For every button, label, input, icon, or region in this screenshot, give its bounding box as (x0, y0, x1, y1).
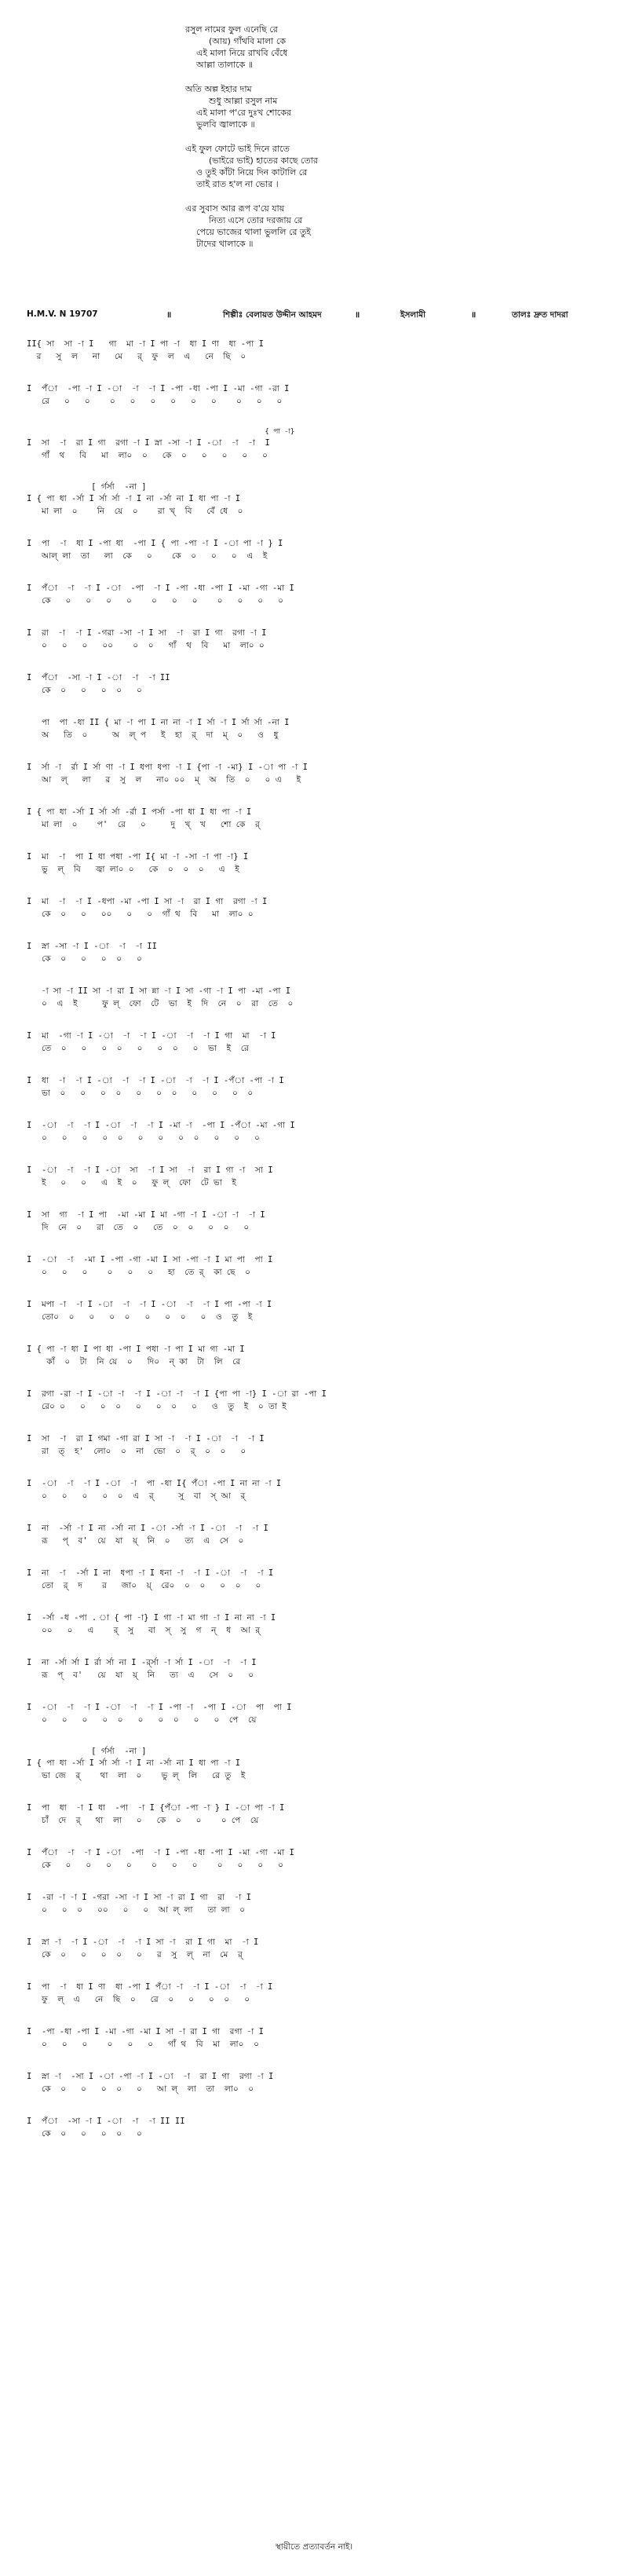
notation-swara-row: -া সা -া II সা -া রা I সা ন্না -া I সা -গা -া I পা -মা -পা I (27, 986, 291, 996)
notation-lyric-row: কে ০ ০ ০ ০ ০ র সু ল্ না মে র্ (27, 1950, 243, 1959)
notation-lyric-row: দি নে ০ রা তে ০ তে ০ ০ ০ ০ ০ (27, 1223, 250, 1232)
notation-block (27, 338, 609, 363)
genre: ইসলামী (400, 310, 426, 320)
notation-block (27, 1253, 609, 1279)
notation-swara-row: I { পা ধা -র্সা I র্সা র্সা -া I না -র্সা না I ধা পা -া I (27, 494, 241, 503)
notation-lyric-row: ০ ০ ০ ০ ০ ০ ০ ০ ০ ০ ০ ০ (27, 1133, 260, 1143)
notation-swara-row: I স্না -া -সা I -া -পা -া I -া -া রা I গা রগা -া I (27, 2072, 274, 2081)
notation-block (27, 806, 609, 831)
lyric-line: এই ফুল ফোটে ভাই দিনে রাতে (185, 144, 290, 154)
notation-block (27, 2025, 609, 2051)
notation-block (27, 1656, 609, 1681)
notation-block (27, 1936, 609, 1961)
lyric-line: টাদের থালাকে ॥ (196, 239, 254, 249)
notation-swara-row: I পঁা -া -া I -া -পা -া I -পা -ধা -পা I -মা -গা -মা I (27, 584, 294, 593)
notation-block (27, 1567, 609, 1592)
notation-lyric-row: মা লা ০ প' রে ০ দু খ্ খ শো কে র্ (27, 820, 260, 829)
notation-lyric-row: কে ০ ০ ০০ ০ ০ গাঁ থ বি মা লা০ ০ (27, 909, 254, 919)
notation-block (27, 627, 609, 652)
notation-lyric-row: তো র্ দ র জা০ য়্ রে০ ০ ০ ০ ০ ০ (27, 1581, 261, 1590)
notation-lyric-row: কে ০ ০ ০ ০ ০ ০ ০ ০ ০ ০ ০ (27, 596, 283, 606)
notation-lyric-row: ভা জে র্ থা লা ০ ভু ল্ লি রে তু ই (27, 1771, 246, 1780)
notation-swara-row: I -া -া -া I -া -া -া I -পা -া -পা I -া পা পা I (27, 1703, 292, 1712)
notation-lyric-row: কে ০ ০ ০ ০ ০ (27, 954, 142, 964)
notation-swara-row: I -র্সা -ধ -পা . া { পা -া} I গা -া মা গা -া I না না -া I (27, 1613, 276, 1623)
notation-swara-row: I মপা -া -া I -া -া -া I -া -া -া I পা -পা -া I (27, 1300, 272, 1309)
notation-lyric-row: আল্ লা তা লা কে ০ কে ০ ০ ০ এ ই (27, 551, 268, 561)
notation-block (27, 2070, 609, 2095)
notation-lyric-row: চাঁ দে র্ থা লা ০ কে ০ ০ ০ পে য়ে (27, 1816, 259, 1825)
notation-lyric-row: মা লা ০ নি য়ে ০ রা খ্ বি বেঁ ধে ০ (27, 507, 243, 516)
notation-block (27, 761, 609, 786)
notation-lyric-row: তো০ ০ ০ ০ ০ ০ ০ ০ ০ ও তু ই (27, 1312, 253, 1322)
notation-block (27, 481, 609, 518)
notation-lyric-row: রূ প্ ব' য়ে যা য়্ নি ত্য এ সে ০ ০ (27, 1670, 254, 1680)
notation-swara-row: I স্না -া -া I -া -া -া I সা -া রা I গা মা -া I (27, 1937, 259, 1947)
notation-block (27, 985, 609, 1010)
notation-section-mark: [ র্গর্সা -না ] (27, 482, 147, 492)
notation-swara-row: I -পা -ধা -পা I -মা -গা -মা I সা -া রা I গা রগা -া I (27, 2027, 264, 2036)
notation-swara-row: I না -র্সা -া I না -র্সা না I -া -র্সা -া I -া -া -া I (27, 1524, 268, 1533)
notation-block (27, 1119, 609, 1144)
notation-swara-row: I সা -া রা I গা রগা -া I স্না -সা -া I -া -া -া I (27, 438, 270, 448)
header-separator: ॥ (355, 310, 360, 320)
notation-lyric-row: ০ এ ই ফু ল্ ফো টে ভা ই দি নে ০ রা তে ০ (27, 999, 294, 1008)
notation-swara-row: I -া -া -া I -া -া পা -ধা I{ পঁা -পা I না না -া I (27, 1479, 282, 1488)
artist-name: শিল্পীঃ বেলায়ত উদ্দীন আহমদ (223, 310, 322, 320)
lyric-line: রসুল নামের ফুল এনেছি রে (185, 24, 278, 35)
notation-lyric-row: ০ ০ ০ ০ ০ ০ গাঁ থ বি মা লা০ ০ (27, 2040, 259, 2049)
lyric-line: অতি অল্প ইহার দাম (185, 84, 252, 94)
notation-lyric-row: কে ০ ০ ০ ০ ০ ০ ০ ০ ০ ০ ০ (27, 1861, 283, 1870)
notation-block (27, 895, 609, 920)
notation-block (27, 1164, 609, 1189)
lyric-line: (আয়) গাঁথবি মালা কে (209, 36, 287, 46)
notation-block (27, 851, 609, 876)
notation-block (27, 1298, 609, 1323)
notation-block (27, 1477, 609, 1502)
lyrics-stanza (185, 24, 499, 71)
notation-lyric-row: ফু ল্ এ নে ছি ০ রে ০ ০ ০ ০ ০ (27, 1995, 250, 2004)
notation-swara-row: I না -া -র্সা I না ধপা -া I ধনা -া -া I -া -া -া I (27, 1568, 274, 1578)
header-separator: ॥ (166, 310, 172, 320)
notation-block (27, 427, 609, 462)
lyrics-block (185, 24, 499, 262)
notation-swara-row: I সা গা -া I পা -মা -মা I মা -গা -া I -া -া -া I (27, 1210, 265, 1220)
notation-swara-row: I মা -া -া I -ধপা -মা -পা I সা -া রা I গা রগা -া I (27, 897, 268, 906)
notation-swara-row: I রা -া -া I -গরা -সা -া I সা -া রা I গা রগা -া I (27, 628, 267, 638)
notation-lyric-row: গাঁ থ বি মা লা০ ০ কে ০ ০ ০ ০ ০ (27, 451, 268, 460)
notation-swara-row: I { পা -া ধা I পা ধা -পা I পধা -া পা I মা গা -মা I (27, 1345, 245, 1354)
notation-block (27, 1388, 609, 1413)
footer-note: স্থায়ীতে প্রত্যাবর্তন নাই। (275, 2542, 353, 2552)
notation-lyric-row: কাঁ ০ টা নি য়ে ০ দি০ ন্ কা টা লি রে (27, 1357, 241, 1367)
notation-lyric-row: রূ প্ ব' য়ে যা য়্ নি ০ ত্য এ সে ০ (27, 1536, 244, 1546)
lyric-line: (ভাইরে ভাই) হাতের কাছে তোর (209, 156, 318, 166)
notation-lyric-row: ০ ০ ০ ০ ০ এ র্ সু বা স্ আ র্ (27, 1491, 246, 1501)
lyric-line: তাই রাত হ'ল না ভোর । (196, 179, 279, 189)
notation-swara-row: II{ সা সা -া I গা মা -া I পা -া ধা I ণা ধা -পা I (27, 339, 264, 349)
lyric-line: আল্লা তালাকে ॥ (196, 60, 254, 70)
notation-swara-row: I পা -া ধা I ণা ধা -পা I পঁা -া -া I -া -া -া I (27, 1982, 273, 1992)
notation-lyric-row: রা ত্ হ' লো০ ০ না ভো ০ র্ ০ ০ ০ (27, 1447, 246, 1456)
notation-lyric-row: ০ ০ ০ ০ ০ ০ ০ ০ ০ ০ পে য়ে (27, 1715, 257, 1725)
notation-lyric-row: রে০ ০ ০ ০ ০ ০ ০ ০ ০ ও তু ই ০ তা ই (27, 1402, 287, 1411)
lyric-line: এই মালা নিয়ে রাখবি বেঁধে (196, 48, 288, 58)
notation-block (27, 1030, 609, 1055)
lyrics-stanza (185, 83, 499, 130)
lyric-line: শুধু আল্লা রসুল নাম (209, 96, 278, 106)
notation-block (27, 1701, 609, 1726)
notation-block (27, 1343, 609, 1368)
header-separator: ॥ (471, 310, 476, 320)
lyric-line: পেয়ে ভাজের থালা ভুললি রে তুই (196, 227, 311, 237)
notation-swara-row: I { পা ধা -র্সা I র্সা র্সা -া I না -র্সা না I ধা পা -া I (27, 1758, 241, 1768)
notation-swara-row: I -া -া -মা I -পা -গা -মা I সা -পা -া I মা পা পা I (27, 1255, 273, 1264)
notation-lyric-row: তে ০ ০ ০ ০ ০ ০ ০ ০ ভা ই রে (27, 1044, 249, 1053)
notation-lyric-row: কে ০ ০ ০ ০ ০ (27, 686, 142, 695)
notation-swara-row: I { পা ধা -র্সা I র্সা র্সা -র্রা I পর্সা -পা ধা I ধা পা -া I (27, 807, 252, 817)
notation-swara-row: I সা -া রা I গমা -গা রা I সা -া -া I -া -া -া I (27, 1434, 265, 1444)
notation-lyric-row: ভু ল্ বি জ্বা লা০ ০ কে ০ ০ ০ এ ই (27, 865, 239, 874)
notation-swara-row: I পঁা -সা -া I -া -া -া II (27, 673, 170, 682)
notation-section-mark: [ র্গর্সা -না ] (27, 1747, 147, 1756)
notation-block (27, 1209, 609, 1234)
notation-lyric-row: কে ০ ০ ০ ০ ০ আ ল্ লা তা লা০ ০ (27, 2084, 254, 2094)
notation-block (27, 537, 609, 562)
notation-block (27, 2115, 609, 2140)
notation-lyric-row: অ তি ০ অ ল্ প ই হা র্ দা ম্ ০ ও ধু (27, 730, 279, 740)
notation-swara-row: I -া -া -া I -া সা -া I সা -া রা I গা -া সা I (27, 1165, 273, 1175)
notation-swara-row: I স্না -সা -া I -া -া -া II (27, 942, 157, 951)
notation-swara-row: I পঁা -সা -া I -া -া -া II II (27, 2117, 185, 2126)
notation-block (27, 940, 609, 965)
notation-sheet (27, 338, 609, 2160)
notation-lyric-row: ভা ০ ০ ০ ০ ০ ০ ০ ০ ০ ০ ০ (27, 1089, 254, 1098)
notation-swara-row: I পঁা -পা -া I -া -া -া I -পা -ধা -পা I -মা -গা -রা I (27, 384, 290, 393)
lyric-line: নিত্য এসে তোর দরজায় রে (209, 215, 303, 225)
notation-swara-row: I মা -া পা I ধা পধা -পা I{ মা -া -সা -া পা -া} I (27, 852, 249, 862)
notation-swara-row: পা পা -ধা II { মা -া পা I না না -া I র্সা -া I র্সা র্সা -না I (27, 718, 290, 727)
notation-lyric-row: কে ০ ০ ০ ০ ০ (27, 2129, 142, 2139)
notation-block (27, 1433, 609, 1458)
notation-swara-row: I -া -া -া I -া -া -া I -মা -া -পা I -পঁা -মা -গা I (27, 1121, 295, 1130)
lyric-line: এর সুবাস আর রূপ ব'য়ে যায় (185, 203, 285, 214)
notation-lyric-row: ই ০ ০ এ ই ০ ফু ল্ ফো টে ভা ই (27, 1178, 236, 1187)
notation-block (27, 582, 609, 607)
record-number: H.M.V. N 19707 (27, 309, 98, 319)
notation-block (27, 1074, 609, 1100)
notation-swara-row: I পঁা -া -া I -া -পা -া I -পা -ধা -পা I -মা -গা -মা I (27, 1848, 294, 1857)
notation-lyric-row: রে ০ ০ ০ ০ ০ ০ ০ ০ ০ ০ ০ (27, 397, 283, 406)
notation-lyric-row: ০০ ০ এ র্ সু বা স্ সু গ ন্ ধ আ র্ (27, 1626, 260, 1635)
notation-lyric-row: আ ল্ লা র সু ল না০ ০০ ম্ অ তি ০ ০ এ ই (27, 775, 301, 785)
notation-block (27, 1612, 609, 1637)
lyric-line: ভুলবি জ্বালাকে ॥ (196, 119, 255, 130)
notation-block (27, 1846, 609, 1872)
tala: তালঃ দ্রুত দাদরা (512, 310, 568, 320)
notation-swara-row: I -রা -া -া I -গরা -সা -া I সা -া রা I গা রা -া I (27, 1893, 251, 1902)
notation-upper-mark: { পা -া} (27, 428, 295, 436)
notation-block (27, 382, 609, 408)
lyric-line: ও তুই কাঁটা নিয়ে দিন কাটালি রে (196, 167, 308, 177)
notation-lyric-row: ০ ০ ০ ০ ০ ০ হা তে র্ কা ছে ০ (27, 1268, 250, 1277)
notation-lyric-row: র সু ল না মে র্ ফু ল এ নে ছি ০ (27, 352, 246, 361)
lyrics-stanza (185, 203, 499, 250)
notation-block (27, 1746, 609, 1782)
notation-swara-row: I রগা -রা -া I -া -া -া I -া -া -া I {পা পা -া} I -া রা -পা I (27, 1389, 327, 1399)
notation-swara-row: I ধা -া -া I -া -া -া I -া -া -া I -পঁা -পা -া I (27, 1076, 284, 1085)
notation-block (27, 671, 609, 697)
notation-block (27, 716, 609, 741)
notation-block (27, 1802, 609, 1827)
lyrics-stanza (185, 143, 499, 190)
notation-swara-row: I না -র্সা র্সা I র্রা র্সা না I -র্র্সা -া র্সা I -া -া -া I (27, 1658, 257, 1667)
notation-swara-row: I মা -গা -া I -া -া -া I -া -া -া I গা মা -া I (27, 1031, 276, 1041)
notation-swara-row: I পা ধা -া I ধা -পা -া I {পঁা -পা -া } I -া পা -া I (27, 1803, 285, 1813)
notation-swara-row: I পা -া ধা I -পা ধা -পা I { পা -পা -া I -া পা -া } I (27, 539, 283, 548)
notation-swara-row: I র্সা -া র্রা I র্সা ণা -া I ধপা ধপা -া I {পা -া -মা} I -া পা -া I (27, 763, 308, 772)
lyric-line: এই মালা প'রে দুঃখ শোকের (196, 108, 291, 118)
notation-block (27, 1522, 609, 1547)
notation-lyric-row: ০ ০ ০ ০০ ০ ০ আ ল্ লা তা লা ০ (27, 1905, 246, 1915)
notation-lyric-row: ০ ০ ০ ০০ ০ ০ গাঁ থ বি মা লা০ ০ (27, 641, 265, 650)
notation-block (27, 1981, 609, 2006)
notation-block (27, 1891, 609, 1916)
